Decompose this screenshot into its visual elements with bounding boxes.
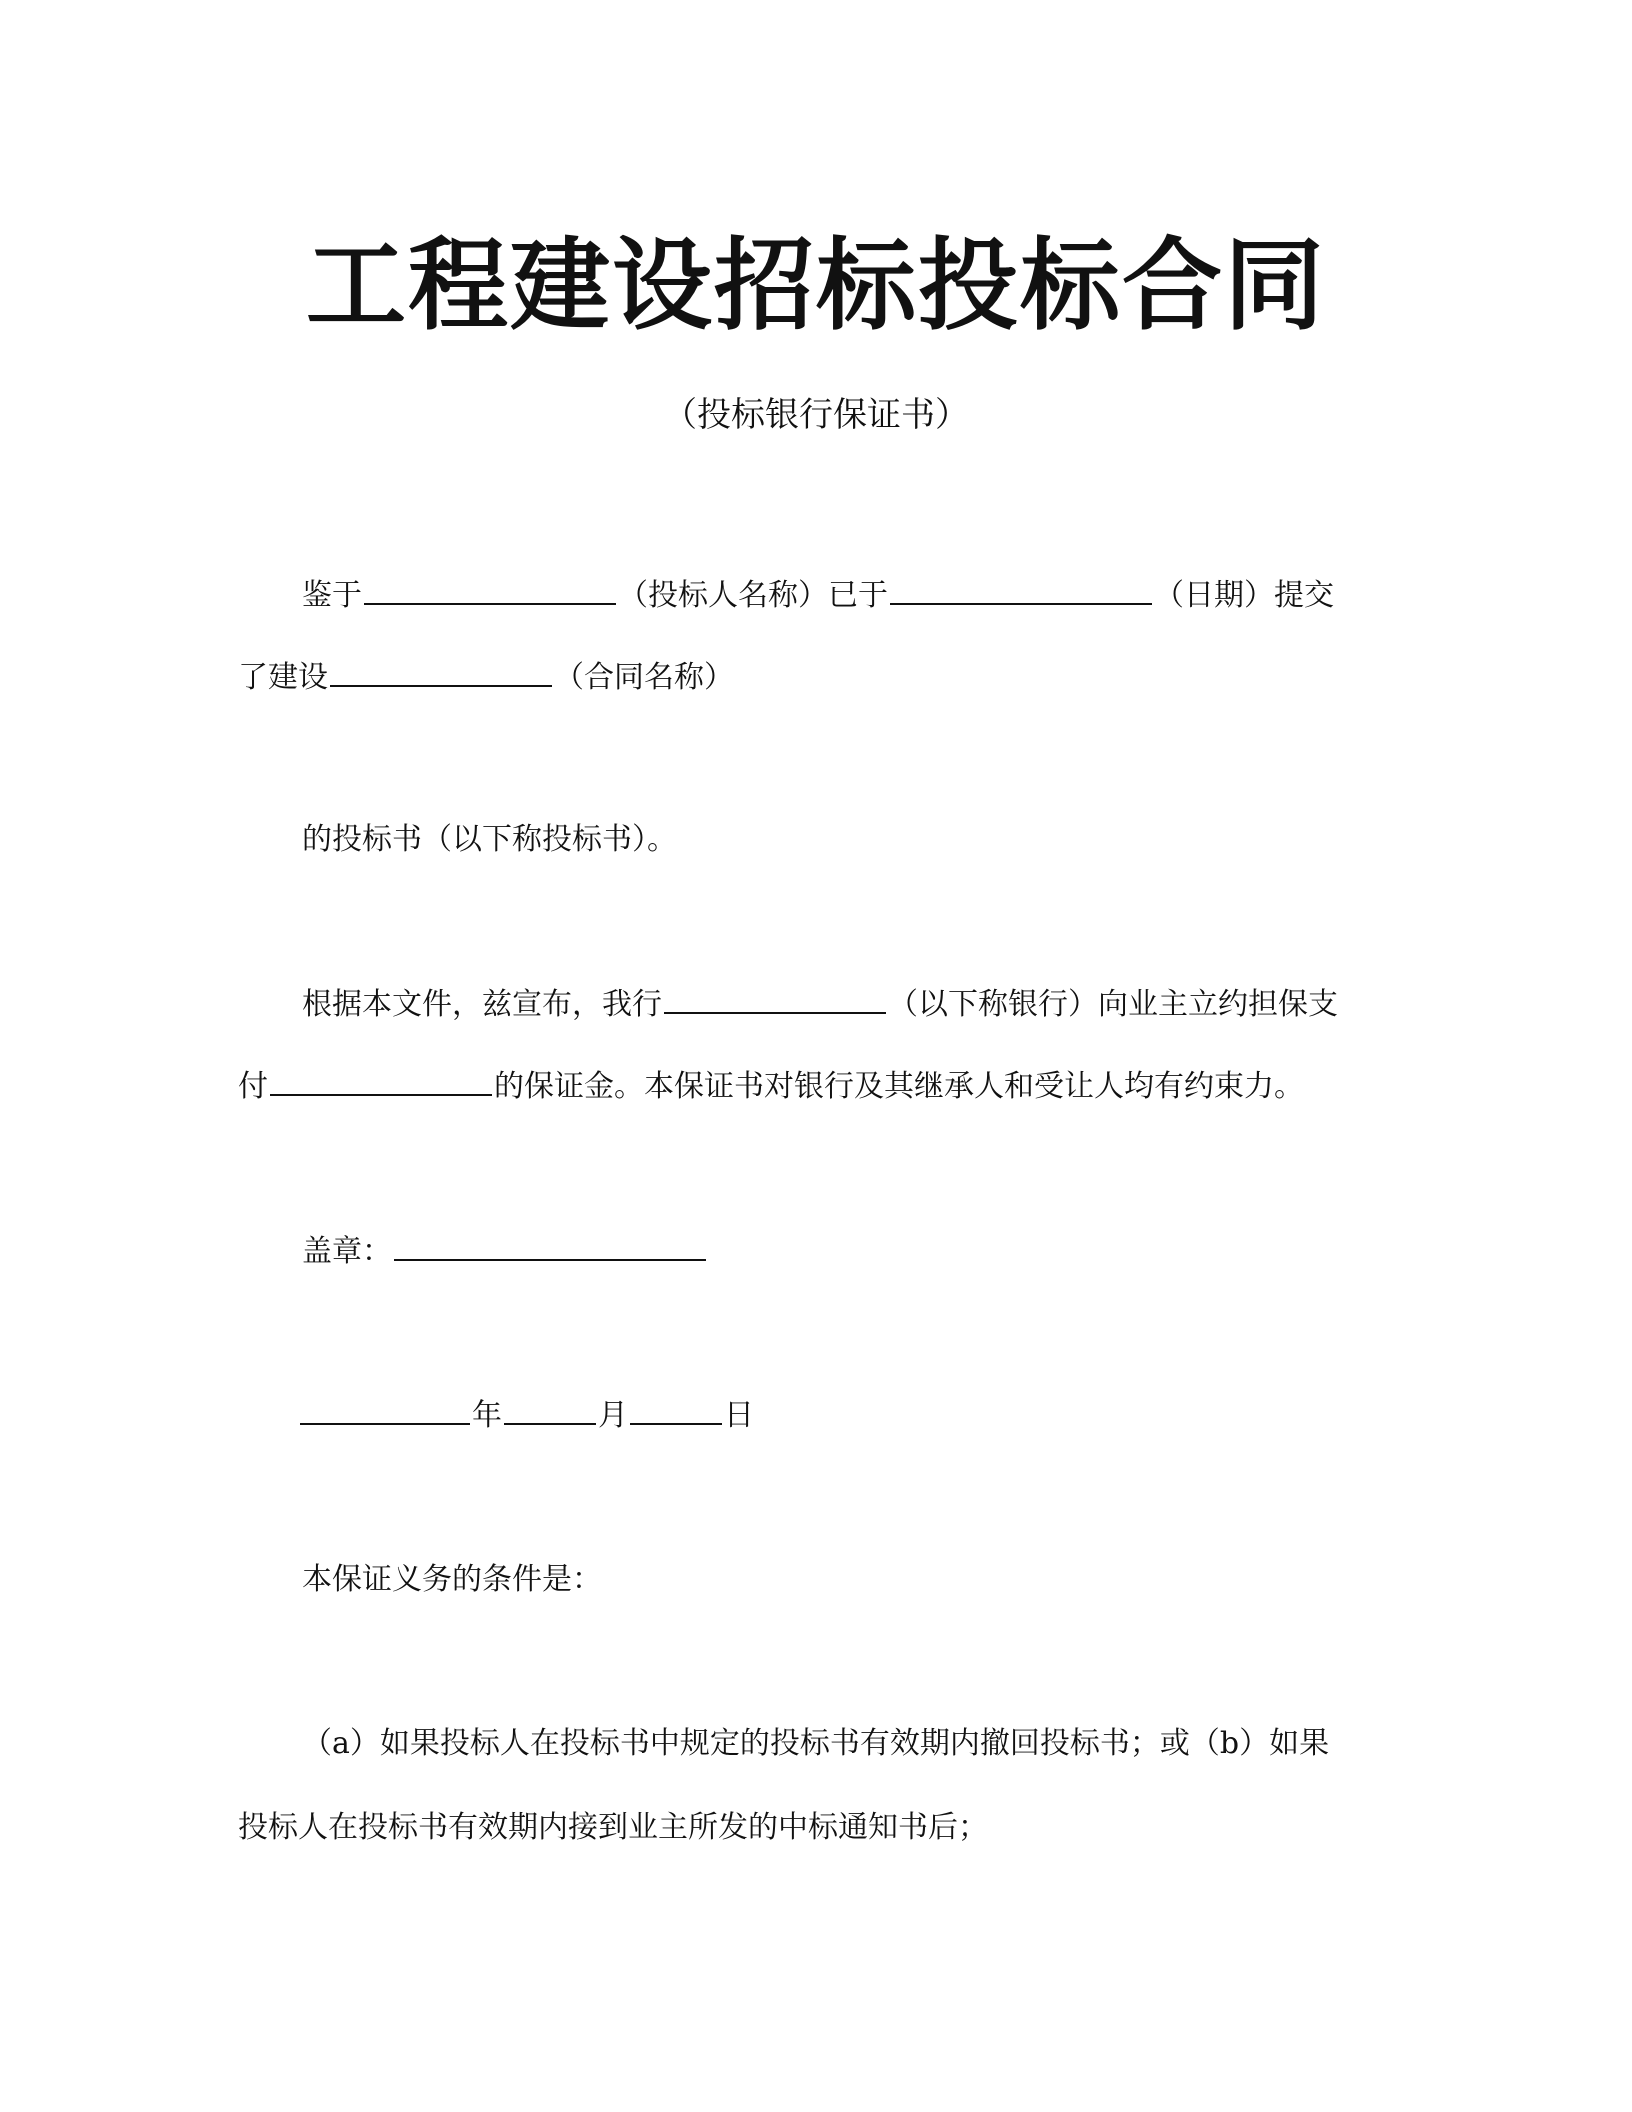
amount-blank xyxy=(270,1064,492,1096)
contract-name-blank xyxy=(330,655,552,687)
seal-blank xyxy=(394,1229,706,1261)
bidder-name-blank xyxy=(364,573,616,605)
month-blank xyxy=(504,1393,596,1425)
document-title: 工程建设招标投标合同 xyxy=(306,226,1326,344)
text-segment: （合同名称） xyxy=(554,660,734,695)
paragraph-1-line-1 xyxy=(302,573,1334,618)
date-line xyxy=(300,1393,754,1438)
seal-line xyxy=(302,1229,708,1274)
date-blank xyxy=(890,573,1152,605)
paragraph-2: 的投标书（以下称投标书）。 xyxy=(302,822,677,857)
text-segment: （以下称银行）向业主立约担保支 xyxy=(888,987,1338,1022)
document-subtitle: （投标银行保证书） xyxy=(663,395,969,435)
paragraph-3-line-2 xyxy=(238,1064,1304,1109)
paragraph-1-line-2 xyxy=(238,655,734,700)
year-blank xyxy=(300,1393,470,1425)
conditions-intro: 本保证义务的条件是： xyxy=(302,1562,602,1597)
day-label: 日 xyxy=(724,1398,754,1433)
condition-line-2: 投标人在投标书有效期内接到业主所发的中标通知书后； xyxy=(238,1810,988,1845)
text-segment: 鉴于 xyxy=(302,578,362,613)
text-segment: （日期）提交 xyxy=(1154,578,1334,613)
seal-label: 盖章： xyxy=(302,1234,392,1269)
day-blank xyxy=(630,1393,722,1425)
text-segment: 的保证金。本保证书对银行及其继承人和受让人均有约束力。 xyxy=(494,1069,1304,1104)
condition-line-1: （a）如果投标人在投标书中规定的投标书有效期内撤回投标书；或（b）如果 xyxy=(302,1726,1330,1761)
bank-name-blank xyxy=(664,982,886,1014)
paragraph-3-line-1 xyxy=(302,982,1338,1027)
text-segment: （投标人名称）已于 xyxy=(618,578,888,613)
month-label: 月 xyxy=(598,1398,628,1433)
year-label: 年 xyxy=(472,1398,502,1433)
text-segment: 根据本文件，兹宣布，我行 xyxy=(302,987,662,1022)
text-segment: 付 xyxy=(238,1069,268,1104)
text-segment: 了建设 xyxy=(238,660,328,695)
